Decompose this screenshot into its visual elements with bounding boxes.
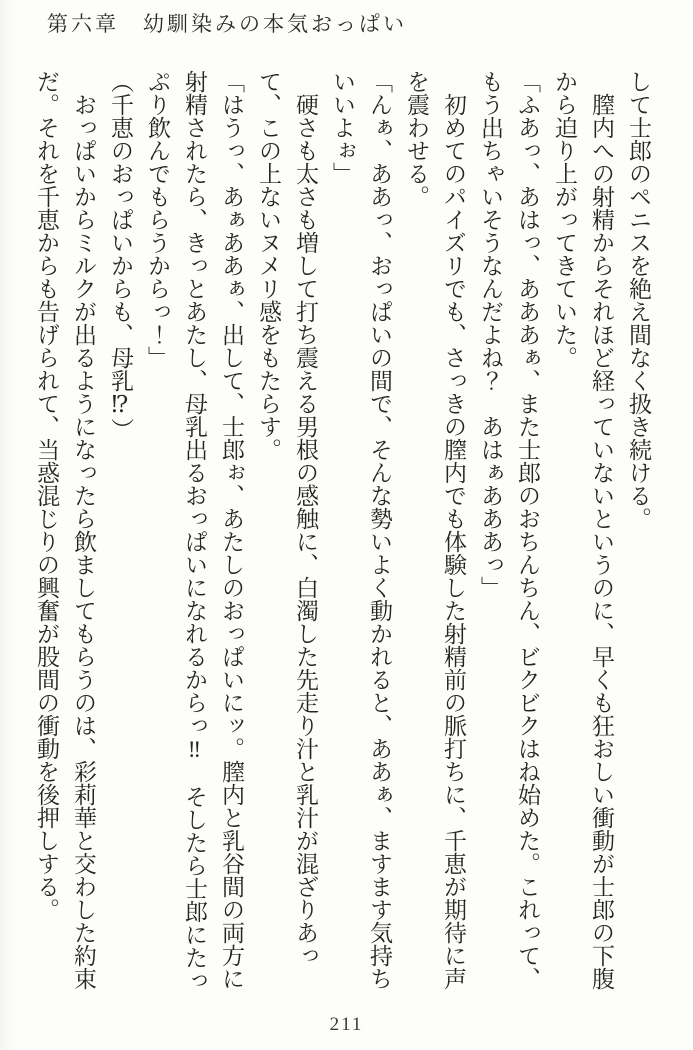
paragraph: おっぱいからミルクが出るようになったら飲ましてもらうのは、彩莉華と交わした約束だ。それを千恵からも告げられて、当惑混じりの興奮が股間の衝動を後押しする。 — [34, 70, 96, 990]
paragraph: 硬さも太さも増して打ち震える男根の感触に、白濁した先走り汁と乳汁が混ざりあって、この上ないヌメリ感をもたらす。 — [256, 70, 318, 967]
paragraph: 膣内への射精からそれほど経っていないというのに、早くも狂おしい衝動が士郎の下腹から迫り上がってきていた。 — [552, 70, 614, 990]
paragraph: 初めてのパイズリでも、さっきの膣内でも体験した射精前の脈打ちに、千恵が期待に声を震わせる。 — [404, 70, 466, 990]
paragraph: 「ふあっ、あはっ、あああぁ、また士郎のおちんちん、ビクビクはね始めた。これって、もう出ちゃいそうなんだよね？ あはぁあああっ」 — [478, 70, 540, 990]
paragraph: して士郎のペニスを絶え間なく扱き続ける。 — [626, 70, 651, 530]
page-number: 211 — [329, 1014, 364, 1035]
chapter-header: 第六章 幼馴染みの本気おっぱい — [47, 12, 407, 36]
body-text — [25, 70, 657, 1005]
paragraph: 「んぁ、ああっ、おっぱいの間で、そんな勢いよく動かれると、ああぁ、ますます気持ちいいよぉ」 — [330, 70, 392, 990]
paragraph: （千恵のおっぱいからも、母乳⁉） — [108, 70, 133, 441]
paragraph: 「はうっ、あぁああぁ、出して、士郎ぉ、あたしのおっぱいにッ。膣内と乳谷間の両方に射精されたら、きっとあたし、母乳出るおっぱいになれるからっ‼ そしたら士郎にたっぷり飲んでもらうからっ！」 — [145, 70, 244, 992]
